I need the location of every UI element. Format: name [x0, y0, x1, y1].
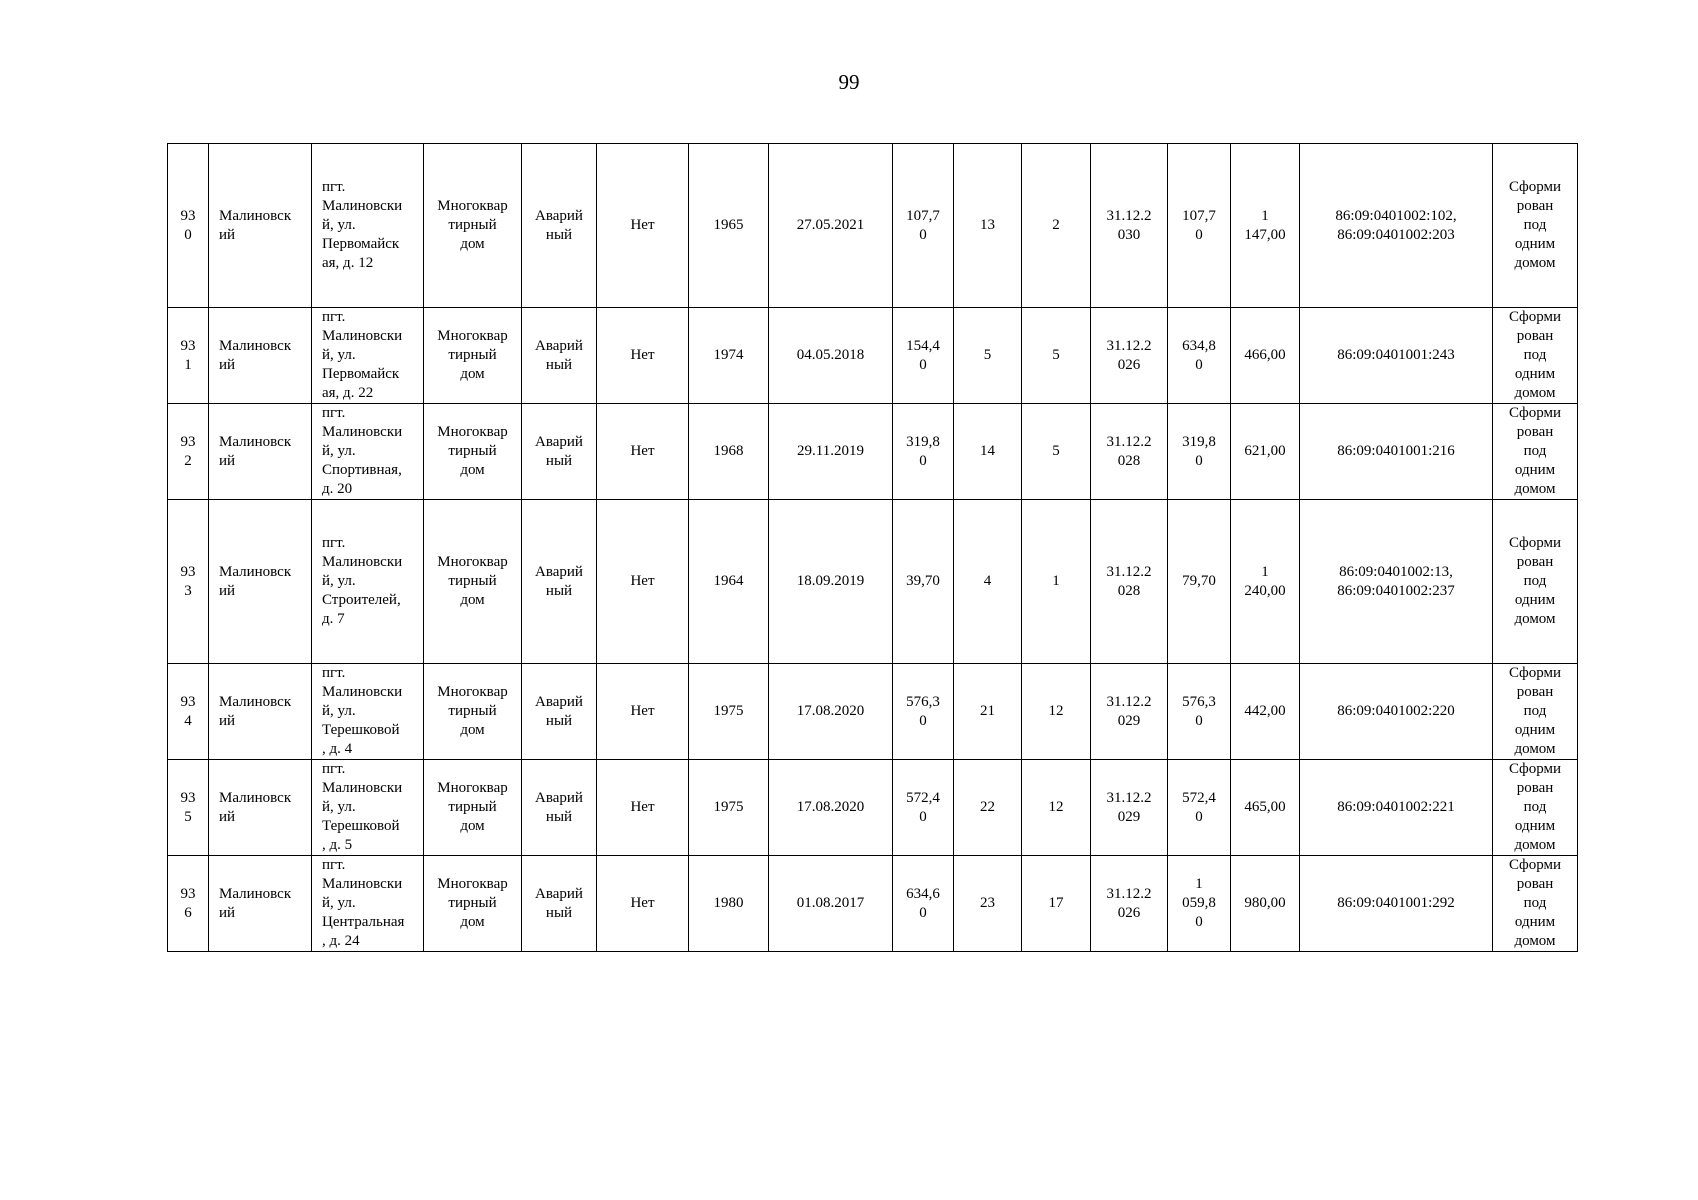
cell-premises: 17 [1022, 856, 1091, 952]
cell-year: 1975 [689, 760, 769, 856]
cell-address: пгт. Малиновски й, ул. Терешковой , д. 5 [312, 760, 424, 856]
cell-house-type: Многоквар тирный дом [424, 856, 522, 952]
cell-area-total: 572,4 0 [1168, 760, 1231, 856]
cell-cadastral-numbers: 86:09:0401001:243 [1300, 308, 1493, 404]
cell-row-number: 93 5 [168, 760, 209, 856]
cell-flag: Нет [597, 144, 689, 308]
cell-date: 17.08.2020 [769, 760, 893, 856]
cell-municipality: Малиновск ий [209, 308, 312, 404]
cell-flag: Нет [597, 308, 689, 404]
cell-house-type: Многоквар тирный дом [424, 308, 522, 404]
cell-premises: 5 [1022, 404, 1091, 500]
cell-year: 1965 [689, 144, 769, 308]
cell-year: 1968 [689, 404, 769, 500]
cell-year: 1975 [689, 664, 769, 760]
cell-note: Сформи рован под одним домом [1493, 500, 1578, 664]
cell-land-area: 465,00 [1231, 760, 1300, 856]
cell-area: 572,4 0 [893, 760, 954, 856]
cell-cadastral-numbers: 86:09:0401002:13, 86:09:0401002:237 [1300, 500, 1493, 664]
cell-municipality: Малиновск ий [209, 760, 312, 856]
cell-flag: Нет [597, 664, 689, 760]
cell-area: 154,4 0 [893, 308, 954, 404]
cell-house-type: Многоквар тирный дом [424, 144, 522, 308]
cell-area-total: 576,3 0 [1168, 664, 1231, 760]
table-row [168, 664, 1578, 760]
cell-note: Сформи рован под одним домом [1493, 144, 1578, 308]
cell-status: Аварий ный [522, 664, 597, 760]
cell-date: 27.05.2021 [769, 144, 893, 308]
cell-year: 1974 [689, 308, 769, 404]
cell-residents: 14 [954, 404, 1022, 500]
cell-area: 319,8 0 [893, 404, 954, 500]
cell-status: Аварий ный [522, 856, 597, 952]
cell-note: Сформи рован под одним домом [1493, 760, 1578, 856]
cell-land-area: 1 240,00 [1231, 500, 1300, 664]
cell-status: Аварий ный [522, 404, 597, 500]
cell-cadastral-numbers: 86:09:0401002:221 [1300, 760, 1493, 856]
cell-deadline: 31.12.2 026 [1091, 856, 1168, 952]
cell-date: 29.11.2019 [769, 404, 893, 500]
table-row [168, 856, 1578, 952]
cell-deadline: 31.12.2 029 [1091, 760, 1168, 856]
cell-municipality: Малиновск ий [209, 144, 312, 308]
cell-deadline: 31.12.2 028 [1091, 404, 1168, 500]
cell-area-total: 634,8 0 [1168, 308, 1231, 404]
cell-address: пгт. Малиновски й, ул. Строителей, д. 7 [312, 500, 424, 664]
cell-year: 1964 [689, 500, 769, 664]
cell-municipality: Малиновск ий [209, 664, 312, 760]
cell-premises: 2 [1022, 144, 1091, 308]
cell-date: 04.05.2018 [769, 308, 893, 404]
cell-flag: Нет [597, 500, 689, 664]
cell-row-number: 93 1 [168, 308, 209, 404]
cell-status: Аварий ный [522, 144, 597, 308]
cell-house-type: Многоквар тирный дом [424, 664, 522, 760]
cell-municipality: Малиновск ий [209, 404, 312, 500]
cell-date: 01.08.2017 [769, 856, 893, 952]
table-row [168, 404, 1578, 500]
cell-residents: 21 [954, 664, 1022, 760]
cell-address: пгт. Малиновски й, ул. Первомайск ая, д. 12 [312, 144, 424, 308]
cell-deadline: 31.12.2 030 [1091, 144, 1168, 308]
cell-premises: 12 [1022, 760, 1091, 856]
cell-premises: 12 [1022, 664, 1091, 760]
page-number: 99 [838, 70, 860, 94]
table-row [168, 760, 1578, 856]
cell-residents: 4 [954, 500, 1022, 664]
cell-deadline: 31.12.2 026 [1091, 308, 1168, 404]
cell-cadastral-numbers: 86:09:0401001:292 [1300, 856, 1493, 952]
cell-land-area: 621,00 [1231, 404, 1300, 500]
cell-house-type: Многоквар тирный дом [424, 500, 522, 664]
table-row [168, 144, 1578, 308]
cell-row-number: 93 2 [168, 404, 209, 500]
cell-row-number: 93 0 [168, 144, 209, 308]
cell-row-number: 93 4 [168, 664, 209, 760]
cell-flag: Нет [597, 404, 689, 500]
cell-cadastral-numbers: 86:09:0401002:102, 86:09:0401002:203 [1300, 144, 1493, 308]
cell-row-number: 93 6 [168, 856, 209, 952]
table-row [168, 500, 1578, 664]
cell-residents: 13 [954, 144, 1022, 308]
cell-municipality: Малиновск ий [209, 500, 312, 664]
cell-date: 17.08.2020 [769, 664, 893, 760]
cell-note: Сформи рован под одним домом [1493, 404, 1578, 500]
cell-land-area: 442,00 [1231, 664, 1300, 760]
cell-note: Сформи рован под одним домом [1493, 308, 1578, 404]
cell-residents: 22 [954, 760, 1022, 856]
cell-house-type: Многоквар тирный дом [424, 760, 522, 856]
cell-deadline: 31.12.2 029 [1091, 664, 1168, 760]
cell-area: 634,6 0 [893, 856, 954, 952]
cell-status: Аварий ный [522, 308, 597, 404]
cell-cadastral-numbers: 86:09:0401002:220 [1300, 664, 1493, 760]
cell-land-area: 1 147,00 [1231, 144, 1300, 308]
cell-address: пгт. Малиновски й, ул. Первомайск ая, д. 22 [312, 308, 424, 404]
cell-note: Сформи рован под одним домом [1493, 856, 1578, 952]
emergency-housing-table [167, 143, 1578, 952]
cell-address: пгт. Малиновски й, ул. Спортивная, д. 20 [312, 404, 424, 500]
cell-premises: 1 [1022, 500, 1091, 664]
cell-municipality: Малиновск ий [209, 856, 312, 952]
cell-row-number: 93 3 [168, 500, 209, 664]
cell-cadastral-numbers: 86:09:0401001:216 [1300, 404, 1493, 500]
cell-address: пгт. Малиновски й, ул. Центральная , д. 24 [312, 856, 424, 952]
cell-flag: Нет [597, 856, 689, 952]
cell-deadline: 31.12.2 028 [1091, 500, 1168, 664]
cell-residents: 5 [954, 308, 1022, 404]
cell-residents: 23 [954, 856, 1022, 952]
cell-year: 1980 [689, 856, 769, 952]
table-row [168, 308, 1578, 404]
cell-date: 18.09.2019 [769, 500, 893, 664]
cell-area-total: 79,70 [1168, 500, 1231, 664]
cell-area: 576,3 0 [893, 664, 954, 760]
cell-status: Аварий ный [522, 760, 597, 856]
cell-house-type: Многоквар тирный дом [424, 404, 522, 500]
cell-note: Сформи рован под одним домом [1493, 664, 1578, 760]
cell-land-area: 466,00 [1231, 308, 1300, 404]
cell-area-total: 107,7 0 [1168, 144, 1231, 308]
cell-premises: 5 [1022, 308, 1091, 404]
cell-status: Аварий ный [522, 500, 597, 664]
table-body [168, 144, 1578, 952]
cell-area-total: 1 059,8 0 [1168, 856, 1231, 952]
cell-address: пгт. Малиновски й, ул. Терешковой , д. 4 [312, 664, 424, 760]
cell-area: 39,70 [893, 500, 954, 664]
cell-flag: Нет [597, 760, 689, 856]
cell-area: 107,7 0 [893, 144, 954, 308]
cell-land-area: 980,00 [1231, 856, 1300, 952]
cell-area-total: 319,8 0 [1168, 404, 1231, 500]
